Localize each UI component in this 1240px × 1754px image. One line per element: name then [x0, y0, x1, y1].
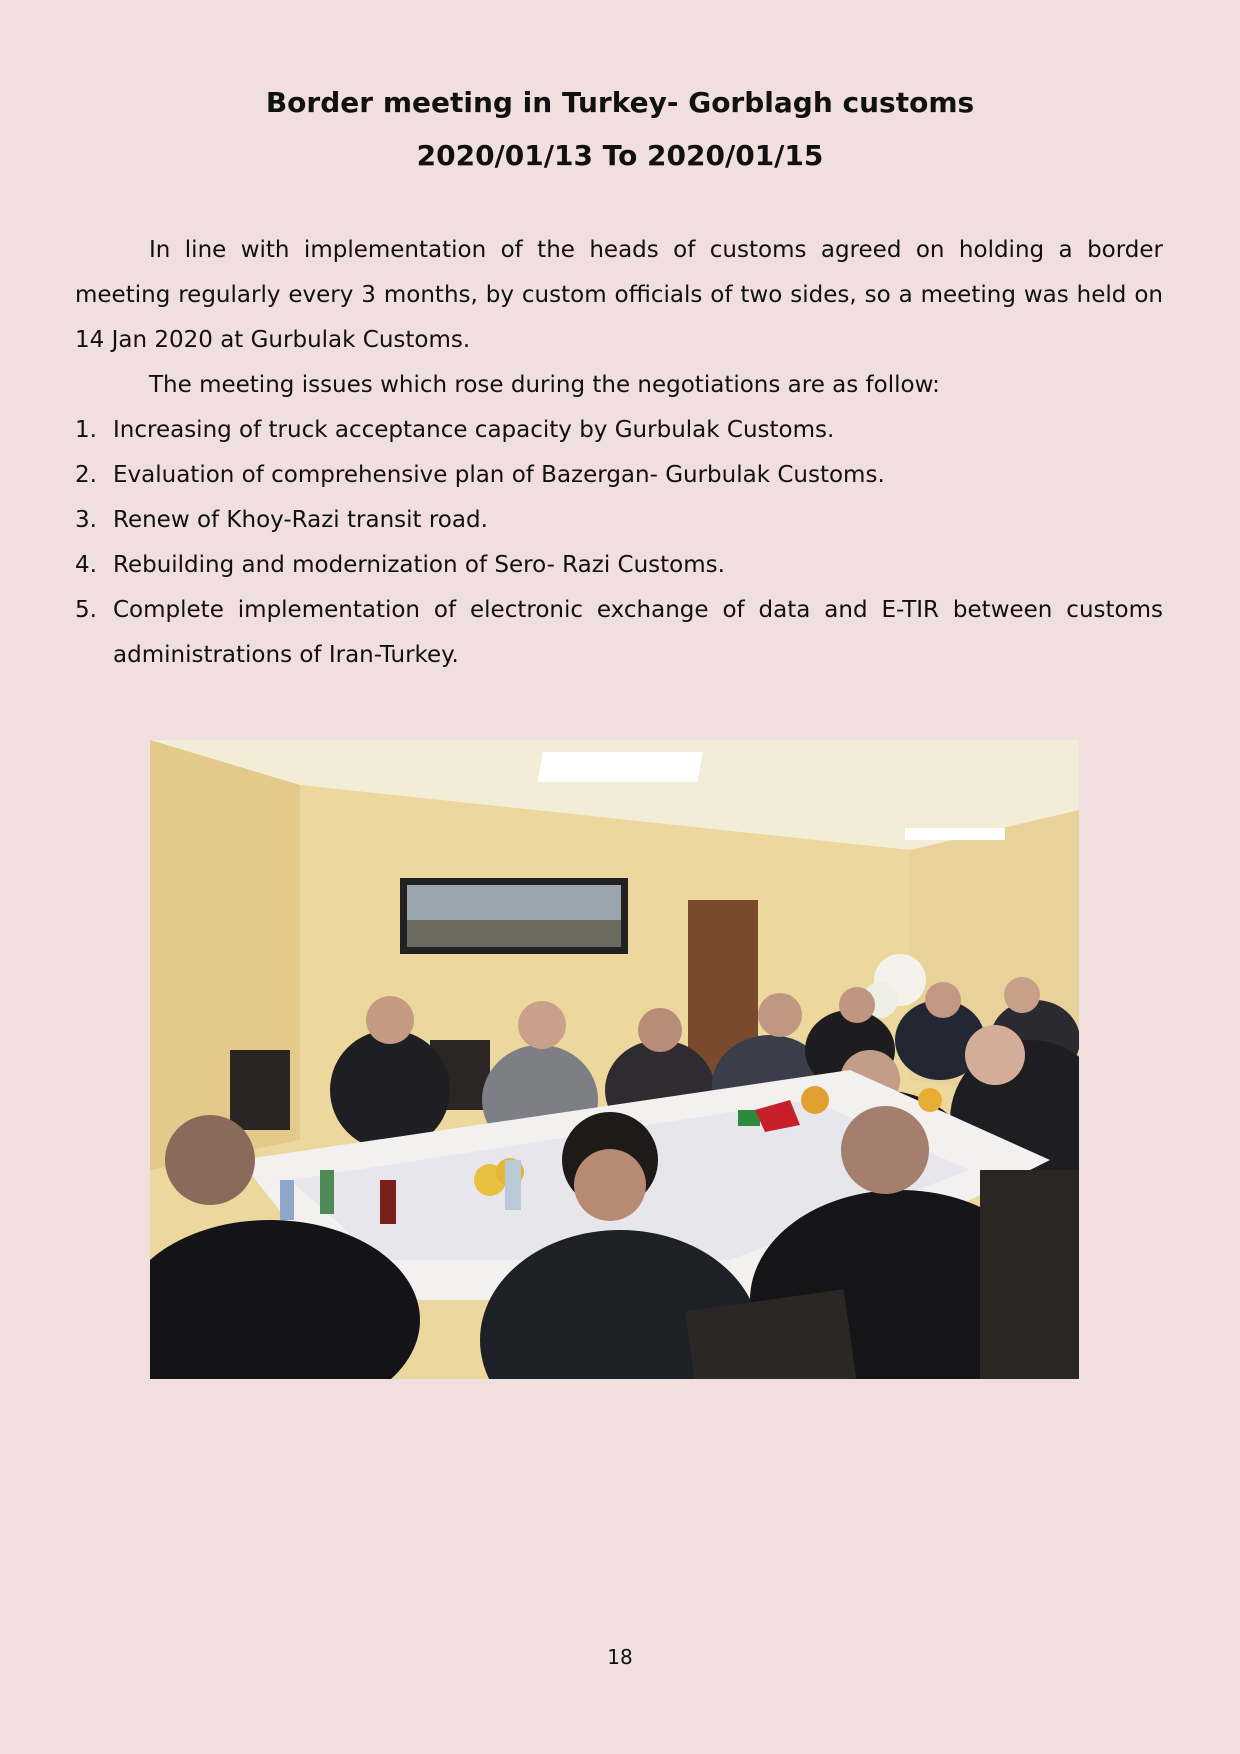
list-item — [75, 408, 1163, 453]
page-number: 18 — [607, 1645, 633, 1669]
list-item — [75, 498, 1163, 543]
list-text: Renew of Khoy-Razi transit road. — [113, 507, 488, 533]
list-item — [75, 453, 1163, 498]
list-number: 1. — [75, 417, 97, 443]
list-text: Rebuilding and modernization of Sero- Razi Customs. — [113, 552, 725, 578]
list-number: 5. — [75, 597, 97, 623]
meeting-photo — [150, 740, 1079, 1379]
list-number: 2. — [75, 462, 97, 488]
list-item — [75, 543, 1163, 588]
page-title: Border meeting in Turkey- Gorblagh customs — [265, 86, 975, 119]
list-text: Increasing of truck acceptance capacity by Gurbulak Customs. — [113, 417, 835, 443]
date-range: 2020/01/13 To 2020/01/15 — [416, 139, 824, 172]
list-text: Complete implementation of electronic exchange of data and E-TIR between customs administrations of Iran-Turkey. — [113, 597, 1163, 668]
list-item — [75, 588, 1163, 678]
list-text: Evaluation of comprehensive plan of Bazergan- Gurbulak Customs. — [113, 462, 885, 488]
issues-list — [75, 408, 1163, 678]
intro-paragraph: In line with implementation of the heads of customs agreed on holding a border meeting regularly every 3 months, by custom officials of two sides, so a meeting was held on 14 Jan 2020 at Gurbulak Customs. — [75, 237, 1163, 353]
issues-intro: The meeting issues which rose during the negotiations are as follow: — [149, 372, 940, 398]
list-number: 4. — [75, 552, 97, 578]
list-number: 3. — [75, 507, 97, 533]
document-body — [75, 228, 1163, 678]
